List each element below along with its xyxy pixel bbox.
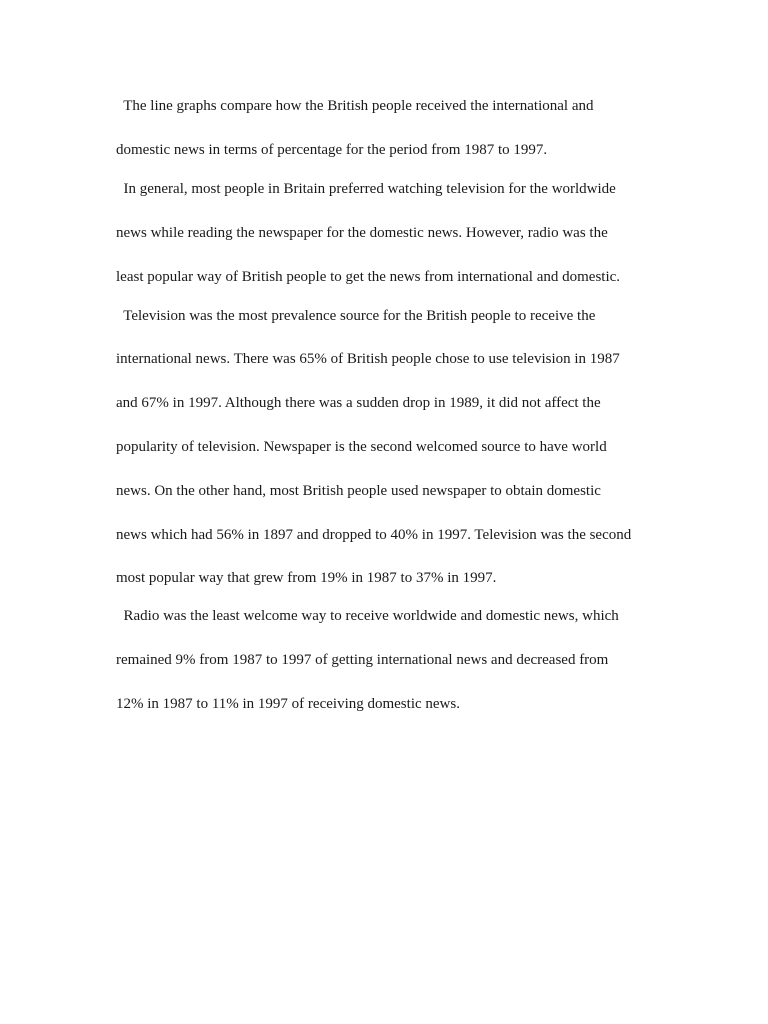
text-line: most popular way that grew from 19% in 1987 to 37% in 1997.: [116, 570, 497, 586]
text-line: international news. There was 65% of British people chose to use television in 1987: [116, 351, 620, 367]
text-line: news. On the other hand, most British people used newspaper to obtain domestic: [116, 483, 601, 499]
text-line: popularity of television. Newspaper is the second welcomed source to have world: [116, 439, 607, 455]
text-line: and 67% in 1997. Although there was a sudden drop in 1989, it did not affect the: [116, 395, 601, 411]
text-line: In general, most people in Britain preferred watching television for the worldwide: [116, 181, 616, 197]
text-line: domestic news in terms of percentage for the period from 1987 to 1997.: [116, 142, 548, 158]
text-line: The line graphs compare how the British people received the international and: [116, 98, 594, 114]
text-line: news while reading the newspaper for the domestic news. However, radio was the: [116, 225, 608, 241]
text-line: remained 9% from 1987 to 1997 of getting international news and decreased from: [116, 652, 609, 668]
text-line: least popular way of British people to get the news from international and domestic.: [116, 269, 621, 285]
text-line: Television was the most prevalence source for the British people to receive the: [116, 308, 596, 324]
text-line: news which had 56% in 1897 and dropped to 40% in 1997. Television was the second: [116, 527, 632, 543]
text-line: 12% in 1987 to 11% in 1997 of receiving domestic news.: [116, 696, 460, 712]
text-line: Radio was the least welcome way to receive worldwide and domestic news, which: [116, 608, 619, 624]
